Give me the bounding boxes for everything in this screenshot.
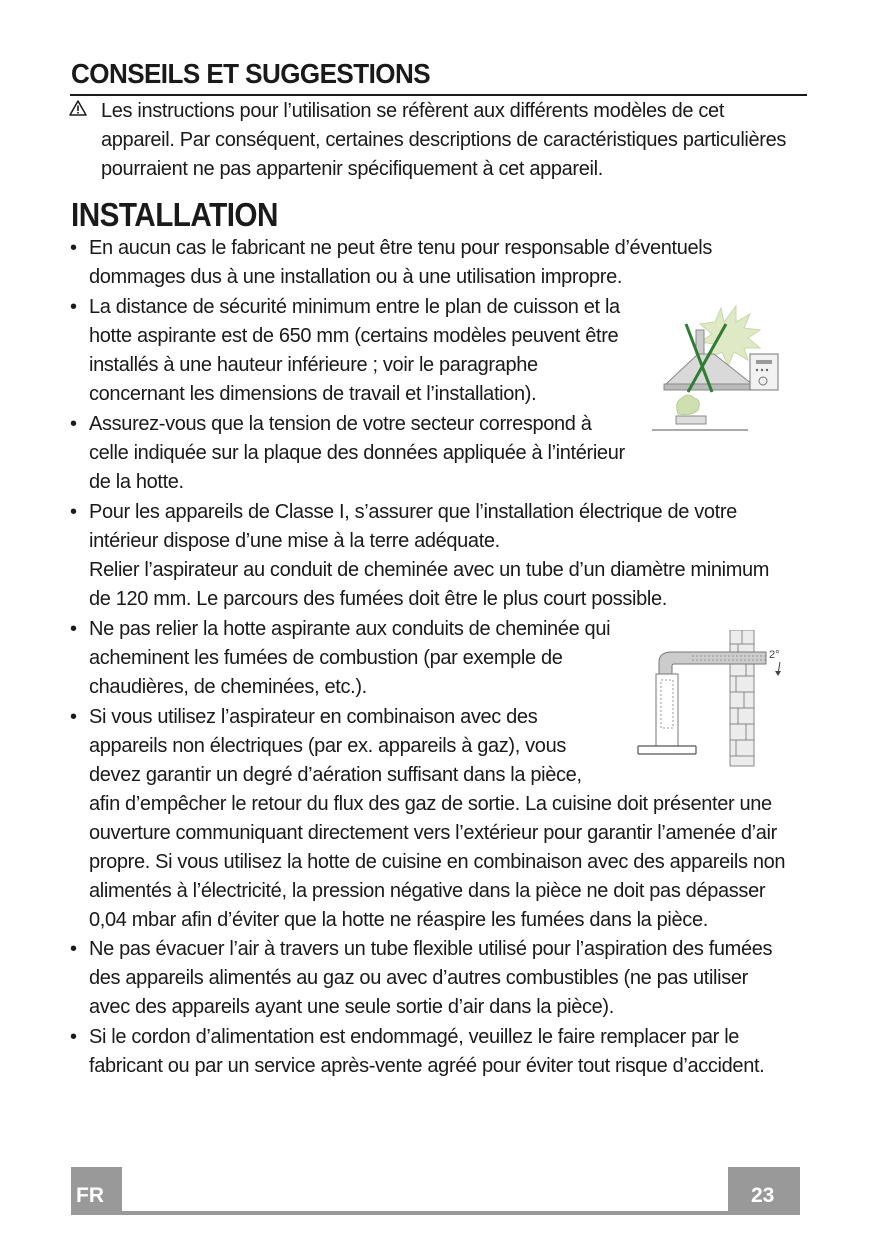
item-line: Assurez-vous que la tension de votre secteur correspond à [89,413,592,435]
item-line: de la hotte. [89,471,184,493]
warning-triangle-icon [69,100,87,116]
section-title-installation: INSTALLATION [71,196,278,233]
item-line: dommages dus à une installation ou à une utilisation impropre. [89,266,623,288]
item-line: concernant les dimensions de travail et l’installation). [89,383,537,405]
item-line: Ne pas évacuer l’air à travers un tube flexible utilisé pour l’aspiration des fumées [89,938,773,960]
list-item [70,615,610,702]
item-line: des appareils alimentés au gaz ou avec d’autres combustibles (ne pas utiliser [89,967,748,989]
bullet: • [70,501,77,523]
list-item [70,935,772,1022]
item-line: de 120 mm. Le parcours des fumées doit être le plus court possible. [89,588,667,610]
item-line: fabricant ou par un service après-vente agréé pour éviter tout risque d’accident. [89,1055,765,1077]
item-line: En aucun cas le fabricant ne peut être tenu pour responsable d’éventuels [89,237,713,259]
list-item [70,293,620,409]
item-line: Si le cordon d’alimentation est endommagé, veuillez le faire remplacer par le [89,1026,740,1048]
footer-rule [122,1211,728,1215]
item-line: alimentés à l’électricité, la pression négative dans la pièce ne doit pas dépasser [89,880,766,902]
item-line: Si vous utilisez l’aspirateur en combinaison avec des [89,706,538,728]
item-line: propre. Si vous utilisez la hotte de cuisine en combinaison avec des appareils non [89,851,786,873]
item-line: afin d’empêcher le retour du flux des gaz de sortie. La cuisine doit présenter une [89,793,772,815]
item-line: chaudières, de cheminées, etc.). [89,676,367,698]
warning-paragraph [101,97,801,184]
bullet: • [70,413,77,435]
warning-line: Les instructions pour l’utilisation se réfèrent aux différents modèles de cet [101,100,725,122]
bullet: • [70,237,77,259]
item-line: hotte aspirante est de 650 mm (certains modèles peuvent être [89,325,619,347]
bullet: • [70,706,77,728]
item-line: 0,04 mbar afin d’éviter que la hotte ne réaspire les fumées dans la pièce. [89,909,708,931]
bullet: • [70,618,77,640]
list-item [70,410,625,497]
crossed-out-hood-over-gas-stove-illustration [648,300,782,436]
bullet: • [70,938,77,960]
item-line: acheminent les fumées de combustion (par exemple de [89,647,563,669]
item-line: intérieur dispose d’une mise à la terre adéquate. [89,530,500,552]
item-line: appareils non électriques (par ex. appareils à gaz), vous [89,735,566,757]
item-line: avec des appareils ayant une seule sortie d’air dans la pièce). [89,996,614,1018]
bullet: • [70,1026,77,1048]
item-line: celle indiquée sur la plaque des données appliquée à l’intérieur [89,442,625,464]
warning-line: appareil. Par conséquent, certaines descriptions de caractéristiques particulières [101,129,787,151]
list-item [70,1023,764,1081]
list-item [70,234,712,292]
warning-line: pourraient ne pas appartenir spécifiquement à cet appareil. [101,158,603,180]
footer-language-tab: FR [71,1167,122,1215]
duct-angle-label: 2° [769,649,780,661]
item-line: Ne pas relier la hotte aspirante aux conduits de cheminée qui [89,618,611,640]
item-line: Relier l’aspirateur au conduit de cheminée avec un tube d’un diamètre minimum [89,559,770,581]
item-line: Pour les appareils de Classe I, s’assurer que l’installation électrique de votre [89,501,737,523]
chimney-duct-slope-illustration [632,630,790,768]
item-line: devez garantir un degré d’aération suffisant dans la pièce, [89,764,582,786]
item-line: installés à une hauteur inférieure ; voir le paragraphe [89,354,538,376]
item-line: La distance de sécurité minimum entre le plan de cuisson et la [89,296,620,318]
item-line: ouverture communiquant directement vers l’extérieur pour garantir l’amenée d’air [89,822,777,844]
title-underline [70,94,807,96]
list-item [70,498,769,614]
section-title-conseils: CONSEILS ET SUGGESTIONS [71,58,431,89]
footer-page-number: 23 [728,1167,800,1215]
bullet: • [70,296,77,318]
